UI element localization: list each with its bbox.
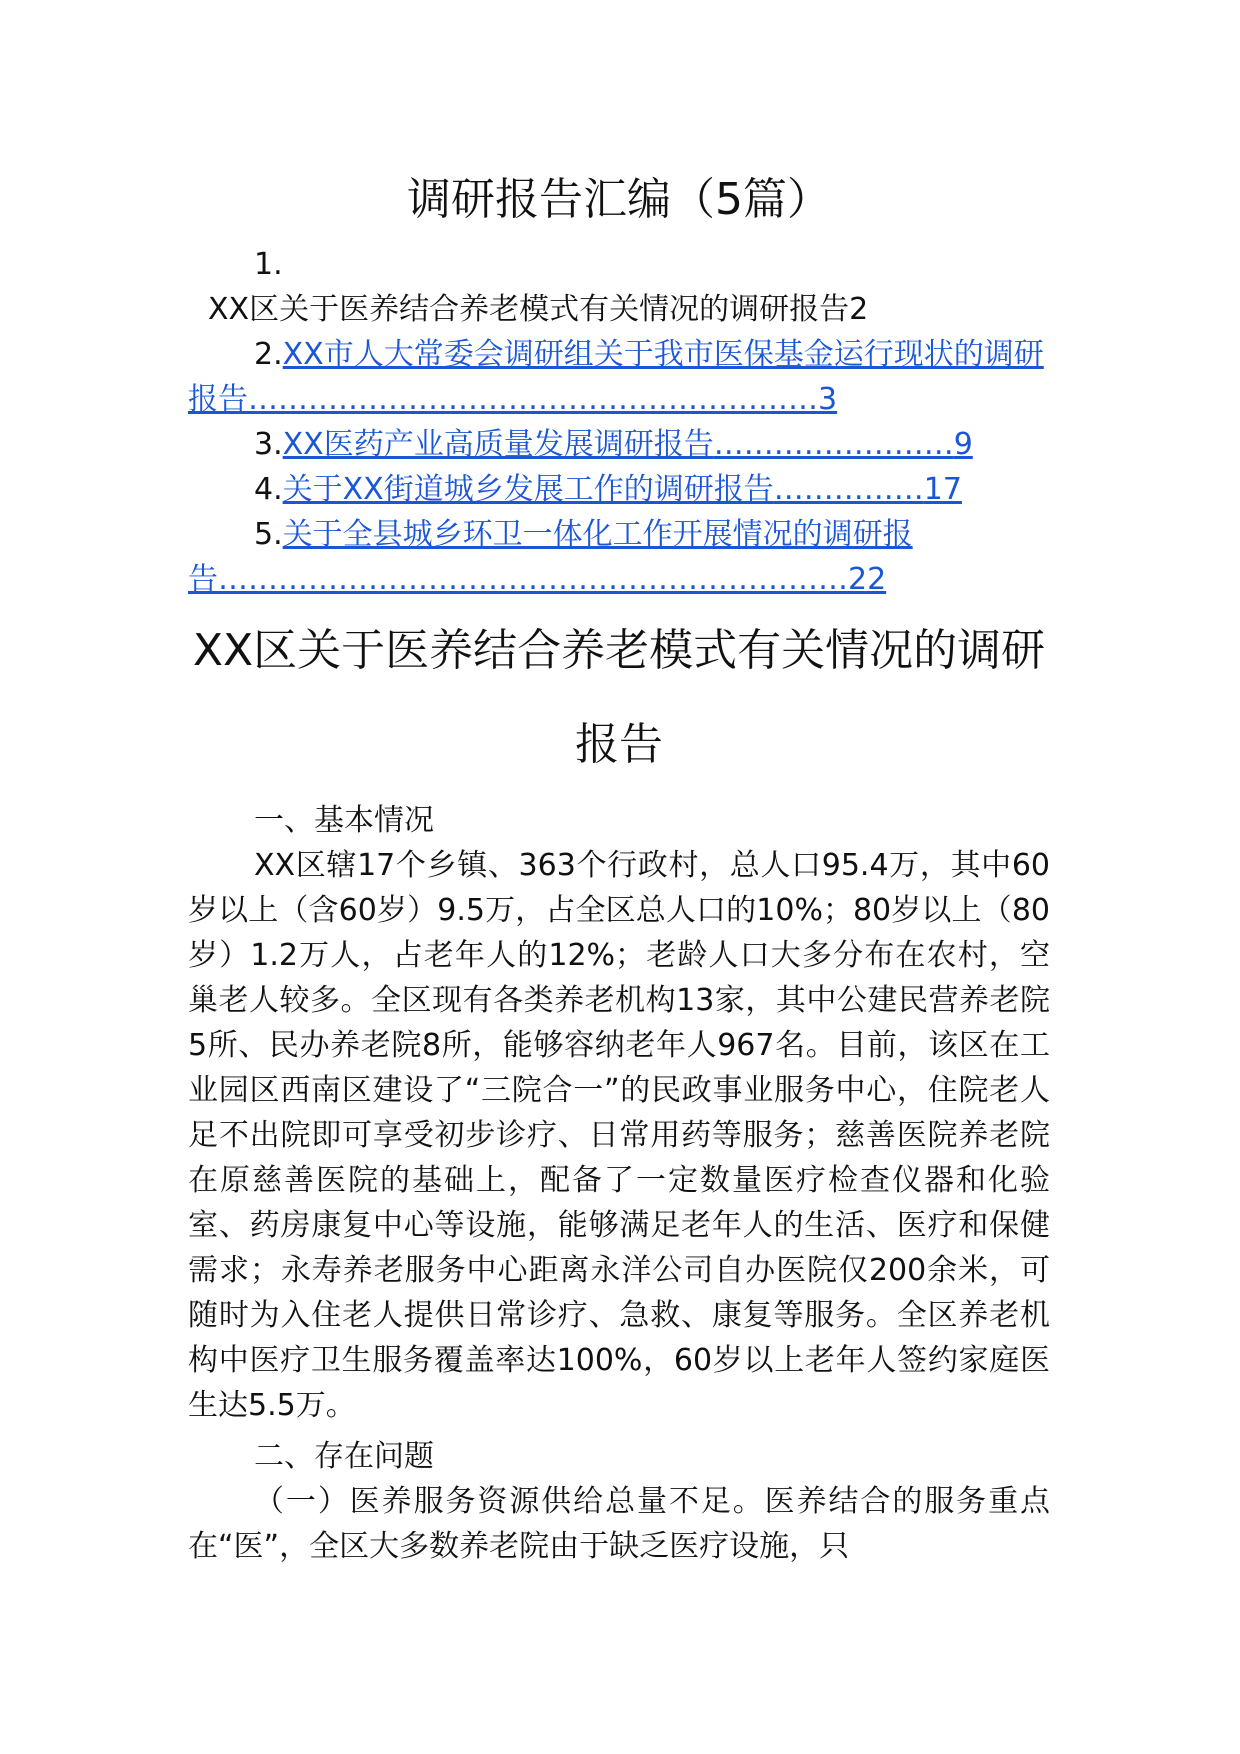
table-of-contents	[188, 242, 1050, 602]
toc-leader: ……………………	[713, 427, 954, 462]
toc-item-3	[188, 422, 1050, 467]
toc-item-4	[188, 467, 1050, 512]
toc-leader: ………………………………………………………	[218, 562, 848, 597]
toc-leader: …………………………………………………	[248, 382, 818, 417]
body-paragraph: （一）医养服务资源供给总量不足。医养结合的服务重点在“医”，全区大多数养老院由于缺乏医疗设施，只	[188, 1484, 1050, 1564]
document-title: 调研报告汇编（5篇）	[407, 174, 831, 225]
toc-page-number: 3	[818, 382, 838, 417]
toc-link-2[interactable]	[188, 337, 1044, 417]
toc-link-text: XX市人大常委会调研组关于我市医保基金运行现状的调研报告	[188, 337, 1044, 417]
section-heading-basic: 一、基本情况	[254, 803, 434, 838]
toc-item-2	[188, 332, 1050, 422]
section-heading-problems: 二、存在问题	[254, 1439, 434, 1474]
toc-item-number: 3.	[254, 427, 283, 462]
toc-link-text: XX医药产业高质量发展调研报告	[282, 427, 714, 462]
toc-page-number: 17	[923, 472, 962, 507]
toc-link-3[interactable]	[283, 427, 973, 462]
body-paragraph: XX区辖17个乡镇、363个行政村，总人口95.4万，其中60岁以上（含60岁）9.5万，占全区总人口的10%；80岁以上（80岁）1.2万人，占老年人的12%；老龄人口大多分布在农村，空巢老人较多。全区现有各类养老机构13家，其中公建民营养老院5所、民办养老院8所，能够容纳老年人967名。目前，该区在工业园区西南区建设了“三院合一”的民政事业服务中心，住院老人足不出院即可享受初步诊疗、日常用药等服务；慈善医院养老院在原慈善医院的基础上，配备了一定数量医疗检查仪器和化验室、药房康复中心等设施，能够满足老年人的生活、医疗和保健需求；永寿养老服务中心距离永洋公司自办医院仅200余米，可随时为入住老人提供日常诊疗、急救、康复等服务。全区养老机构中医疗卫生服务覆盖率达100%，60岁以上老年人签约家庭医生达5.5万。	[188, 848, 1050, 1423]
toc-link-text: 关于XX街道城乡发展工作的调研报告	[282, 472, 774, 507]
toc-item-number: 4.	[254, 472, 283, 507]
toc-page-number: 22	[848, 562, 887, 597]
toc-item-1-number: 1.	[254, 247, 283, 282]
toc-item-1-text[interactable]: XX区关于医养结合养老模式有关情况的调研报告2	[208, 292, 869, 327]
toc-page-number: 9	[953, 427, 973, 462]
toc-link-4[interactable]	[283, 472, 962, 507]
toc-item-number: 2.	[254, 337, 283, 372]
section-title: XX区关于医养结合养老模式有关情况的调研报告	[192, 625, 1046, 770]
toc-item-5	[188, 512, 1050, 602]
toc-item-number: 5.	[254, 517, 283, 552]
toc-link-text: 关于全县城乡环卫一体化工作开展情况的调研报告	[188, 517, 913, 597]
toc-link-5[interactable]	[188, 517, 913, 597]
toc-leader: ……………	[773, 472, 924, 507]
page-content	[188, 168, 1050, 1569]
